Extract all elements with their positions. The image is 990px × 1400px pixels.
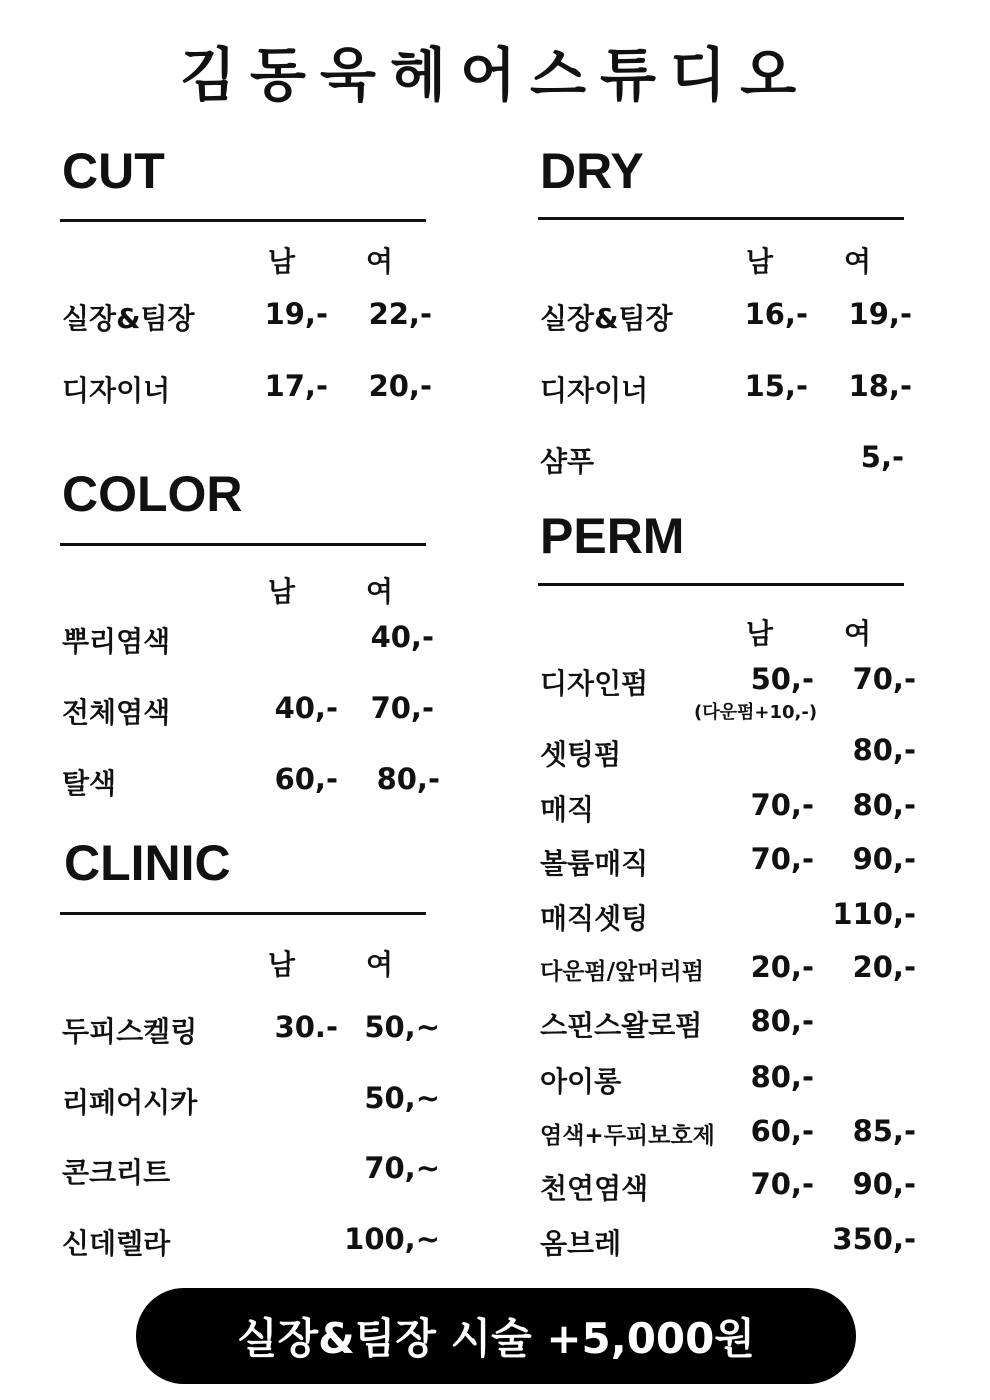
cut-item-price-male: 19,- — [264, 297, 328, 331]
perm-item-price-male: 80,- — [750, 1060, 814, 1094]
perm-item-price-female: 20,- — [852, 950, 916, 984]
perm-item-price-male: 60,- — [750, 1114, 814, 1148]
clinic-item-price-male: 30.- — [274, 1010, 338, 1044]
clinic-item-name: 신데렐라 — [62, 1227, 171, 1260]
cut-item-price-male: 17,- — [264, 369, 328, 403]
divider-cut — [60, 219, 426, 222]
color-item-price-female: 80,- — [376, 762, 440, 796]
perm-item-price-male: 70,- — [750, 1167, 814, 1201]
perm-item-price-male: 70,- — [750, 842, 814, 876]
divider-color — [60, 543, 426, 546]
perm-item-name: 천연염색 — [540, 1172, 649, 1205]
col-header-female: 여 — [366, 575, 394, 608]
perm-item-name: 염색+두피보호제 — [540, 1123, 715, 1149]
col-header-female: 여 — [366, 948, 394, 981]
section-heading-clinic: CLINIC — [64, 835, 231, 891]
perm-item-price-female: 80,- — [852, 733, 916, 767]
divider-perm — [538, 583, 904, 586]
dry-item-price-male: 16,- — [744, 297, 808, 331]
dry-item-name: 실장&팀장 — [540, 302, 673, 335]
perm-item-price-male: 20,- — [750, 950, 814, 984]
perm-item-name: 매직 — [540, 793, 595, 826]
section-heading-color: COLOR — [62, 466, 243, 522]
dry-item-name: 디자이너 — [540, 374, 649, 407]
col-header-female: 여 — [844, 617, 872, 650]
perm-item-name: 옴브레 — [540, 1227, 622, 1260]
cut-item-price-female: 20,- — [368, 369, 432, 403]
perm-note: (다운펌+10,-) — [694, 702, 818, 723]
clinic-item-name: 리페어시카 — [62, 1086, 198, 1119]
perm-item-price-male: 50,- — [750, 662, 814, 696]
clinic-item-price-female: 100,~ — [344, 1222, 440, 1256]
surcharge-banner: 실장&팀장 시술 +5,000원 — [136, 1288, 856, 1384]
color-item-price-female: 40,- — [370, 620, 434, 654]
cut-item-name: 실장&팀장 — [62, 302, 195, 335]
perm-item-name: 셋팅펌 — [540, 738, 622, 771]
dry-item-name: 샴푸 — [540, 445, 595, 478]
col-header-male: 남 — [268, 948, 296, 981]
perm-item-price-female: 80,- — [852, 788, 916, 822]
col-header-male: 남 — [746, 245, 774, 278]
perm-item-price-female: 90,- — [852, 1167, 916, 1201]
col-header-male: 남 — [746, 617, 774, 650]
clinic-item-name: 콘크리트 — [62, 1156, 171, 1189]
perm-item-price-female: 110,- — [832, 897, 916, 931]
perm-item-price-female: 90,- — [852, 842, 916, 876]
cut-item-price-female: 22,- — [368, 297, 432, 331]
color-item-name: 전체염색 — [62, 696, 171, 729]
clinic-item-name: 두피스켈링 — [62, 1015, 198, 1048]
perm-item-price-male: 70,- — [750, 788, 814, 822]
col-header-male: 남 — [268, 575, 296, 608]
color-item-price-male: 60,- — [274, 762, 338, 796]
section-heading-perm: PERM — [540, 508, 685, 564]
perm-item-price-female: 85,- — [852, 1114, 916, 1148]
color-item-name: 탈색 — [62, 767, 117, 800]
col-header-female: 여 — [844, 245, 872, 278]
cut-item-name: 디자이너 — [62, 374, 171, 407]
section-heading-dry: DRY — [540, 143, 644, 199]
section-heading-cut: CUT — [62, 143, 165, 199]
color-item-price-male: 40,- — [274, 691, 338, 725]
dry-item-price-female: 19,- — [848, 297, 912, 331]
dry-item-price-female: 18,- — [848, 369, 912, 403]
perm-item-name: 스핀스왈로펌 — [540, 1009, 703, 1042]
perm-item-price-female: 350,- — [832, 1222, 916, 1256]
perm-item-name: 매직셋팅 — [540, 902, 649, 935]
dry-item-price-male: 15,- — [744, 369, 808, 403]
divider-clinic — [60, 912, 426, 915]
perm-item-name: 디자인펌 — [540, 667, 649, 700]
perm-item-name: 아이롱 — [540, 1065, 622, 1098]
clinic-item-price-female: 70,~ — [364, 1151, 440, 1185]
clinic-item-price-female: 50,~ — [364, 1010, 440, 1044]
perm-item-name: 볼륨매직 — [540, 847, 649, 880]
perm-item-price-female: 70,- — [852, 662, 916, 696]
color-item-name: 뿌리염색 — [62, 625, 171, 658]
col-header-male: 남 — [268, 245, 296, 278]
col-header-female: 여 — [366, 245, 394, 278]
divider-dry — [538, 217, 904, 220]
dry-item-price-female: 5,- — [860, 440, 904, 474]
perm-item-price-male: 80,- — [750, 1004, 814, 1038]
clinic-item-price-female: 50,~ — [364, 1081, 440, 1115]
color-item-price-female: 70,- — [370, 691, 434, 725]
perm-item-name: 다운펌/앞머리펌 — [540, 959, 704, 985]
shop-title: 김동욱헤어스튜디오 — [179, 41, 811, 109]
